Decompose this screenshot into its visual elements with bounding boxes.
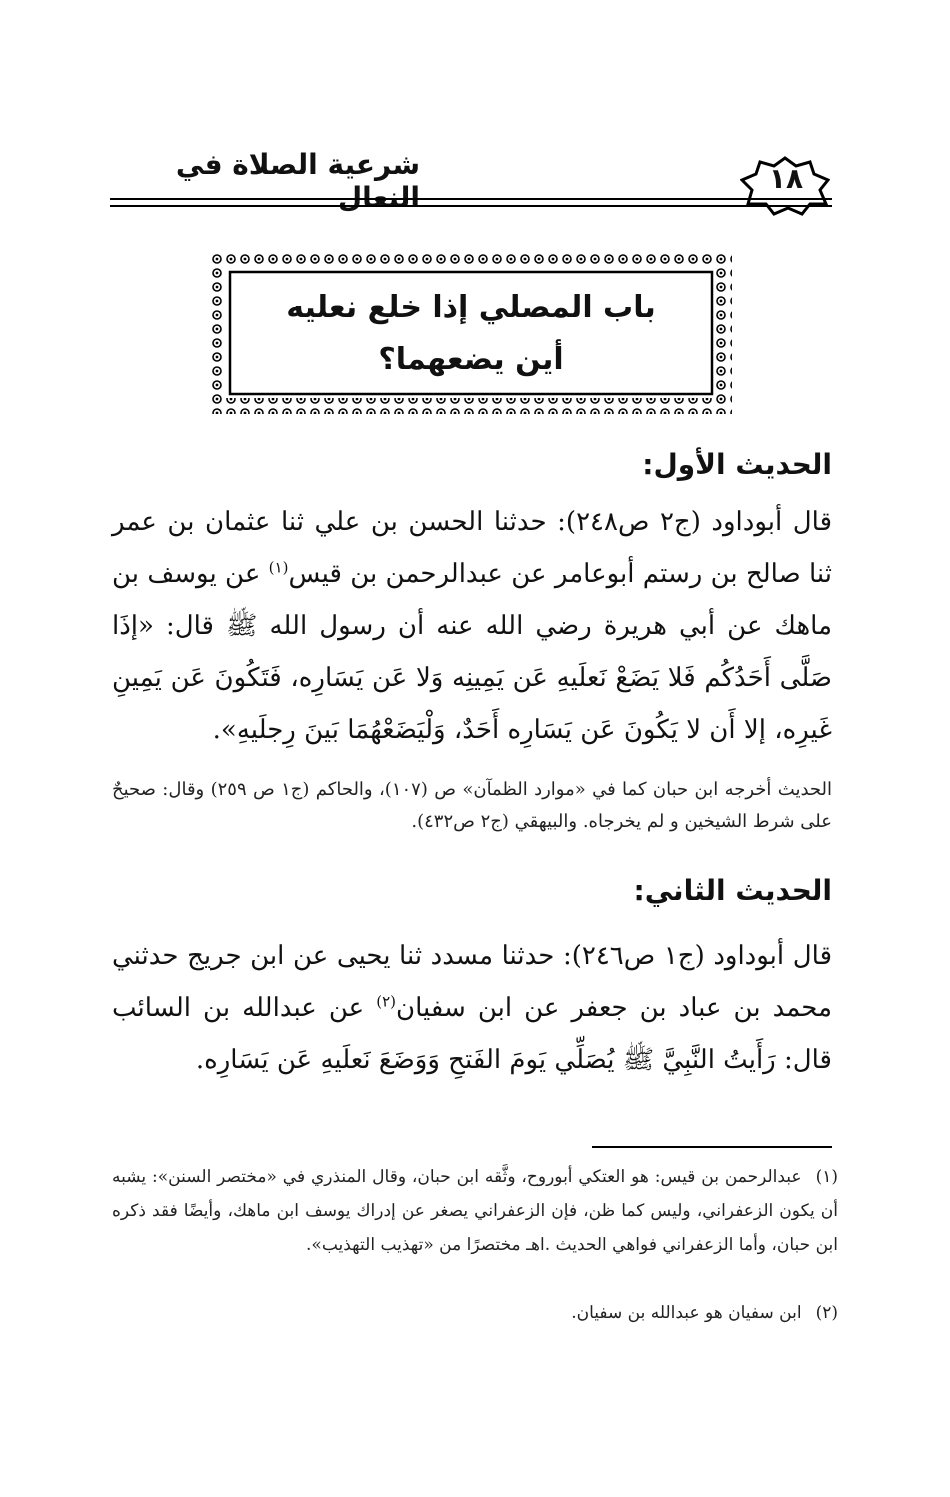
footnote-separator: [592, 1146, 832, 1148]
footnote-2-number: (٢): [815, 1303, 838, 1323]
hadith-1-takhrij: الحديث أخرجه ابن حبان كما في «موارد الظمآن» ص (١٠٧)، والحاكم (ج١ ص ٢٥٩) وقال: صحيحٌ على شرط الشيخين و لم يخرجاه. والبيهقي (ج٢ ص٤٣٢).: [112, 779, 833, 832]
page-number: ١٨: [768, 162, 804, 195]
chapter-title-line-1: باب المصلي إذا خلع نعليه: [286, 290, 656, 325]
hadith-1-text-part-b: عن يوسف بن ماهك عن أبي هريرة رضي الله عنه أن رسول الله ﷺ قال: «إذَا صَلَّى أَحَدُكُم فَلا يَضَعْ نَعلَيهِ عَن يَمِينِه وَلا عَن يَسَارِه، فَتَكُونَ عَن يَمِينِ غَيرِه، إلا أَن لا يَكُونَ عَن يَسَارِه أَحَدٌ، وَلْيَضَعْهُمَا بَينَ رِجلَيهِ».: [112, 559, 832, 745]
footnote-2: [112, 1296, 838, 1330]
running-header-title: شرعية الصلاة في النعال: [175, 148, 420, 214]
hadith-2-text: [112, 930, 832, 1086]
chapter-title-line-2: أين يضعهما؟: [378, 342, 564, 377]
footnote-1-number: (١): [815, 1167, 838, 1187]
footnote-ref-1: (١): [268, 558, 289, 577]
chapter-title: [232, 282, 710, 386]
hadith-1-text-part-a: قال أبوداود (ج٢ ص٢٤٨): حدثنا الحسن بن علي ثنا عثمان بن عمر ثنا صالح بن رستم أبوعامر عن عبدالرحمن بن قيس: [112, 507, 833, 589]
hadith-2-text-part-a: قال أبوداود (ج١ ص٢٤٦): حدثنا مسدد ثنا يحيى عن ابن جريج حدثني محمد بن عباد بن جعفر عن ابن سفيان: [112, 941, 832, 1023]
footnote-ref-2: (٢): [376, 992, 396, 1011]
footnote-2-text: ابن سفيان هو عبدالله بن سفيان.: [571, 1303, 802, 1323]
hadith-2-heading: الحديث الثاني:: [633, 874, 832, 907]
hadith-1-heading: الحديث الأول:: [642, 448, 832, 481]
header-rule: [110, 198, 832, 207]
footnote-1: [112, 1160, 838, 1262]
footnote-1-text: عبدالرحمن بن قيس: هو العتكي أبوروح، وثَّقه ابن حبان، وقال المنذري في «مختصر السنن»: يشبه أن يكون الزعفراني، وليس كما ظن، فإن الزعفراني يصغر عن إدراك يوسف ابن ماهك، وأيضًا فقد ذكره ابن حبان، وأما الزعفراني فواهي الحديث .اهـ مختصرًا من «تهذيب التهذيب».: [112, 1167, 838, 1255]
hadith-2-text-part-b: عن عبدالله بن السائب قال: رَأَيتُ النَّبِيَّ ﷺ يُصَلِّي يَومَ الفَتحِ وَوَضَعَ نَعلَيهِ عَن يَسَارِه.: [112, 993, 832, 1075]
hadith-1-text: [112, 496, 832, 756]
